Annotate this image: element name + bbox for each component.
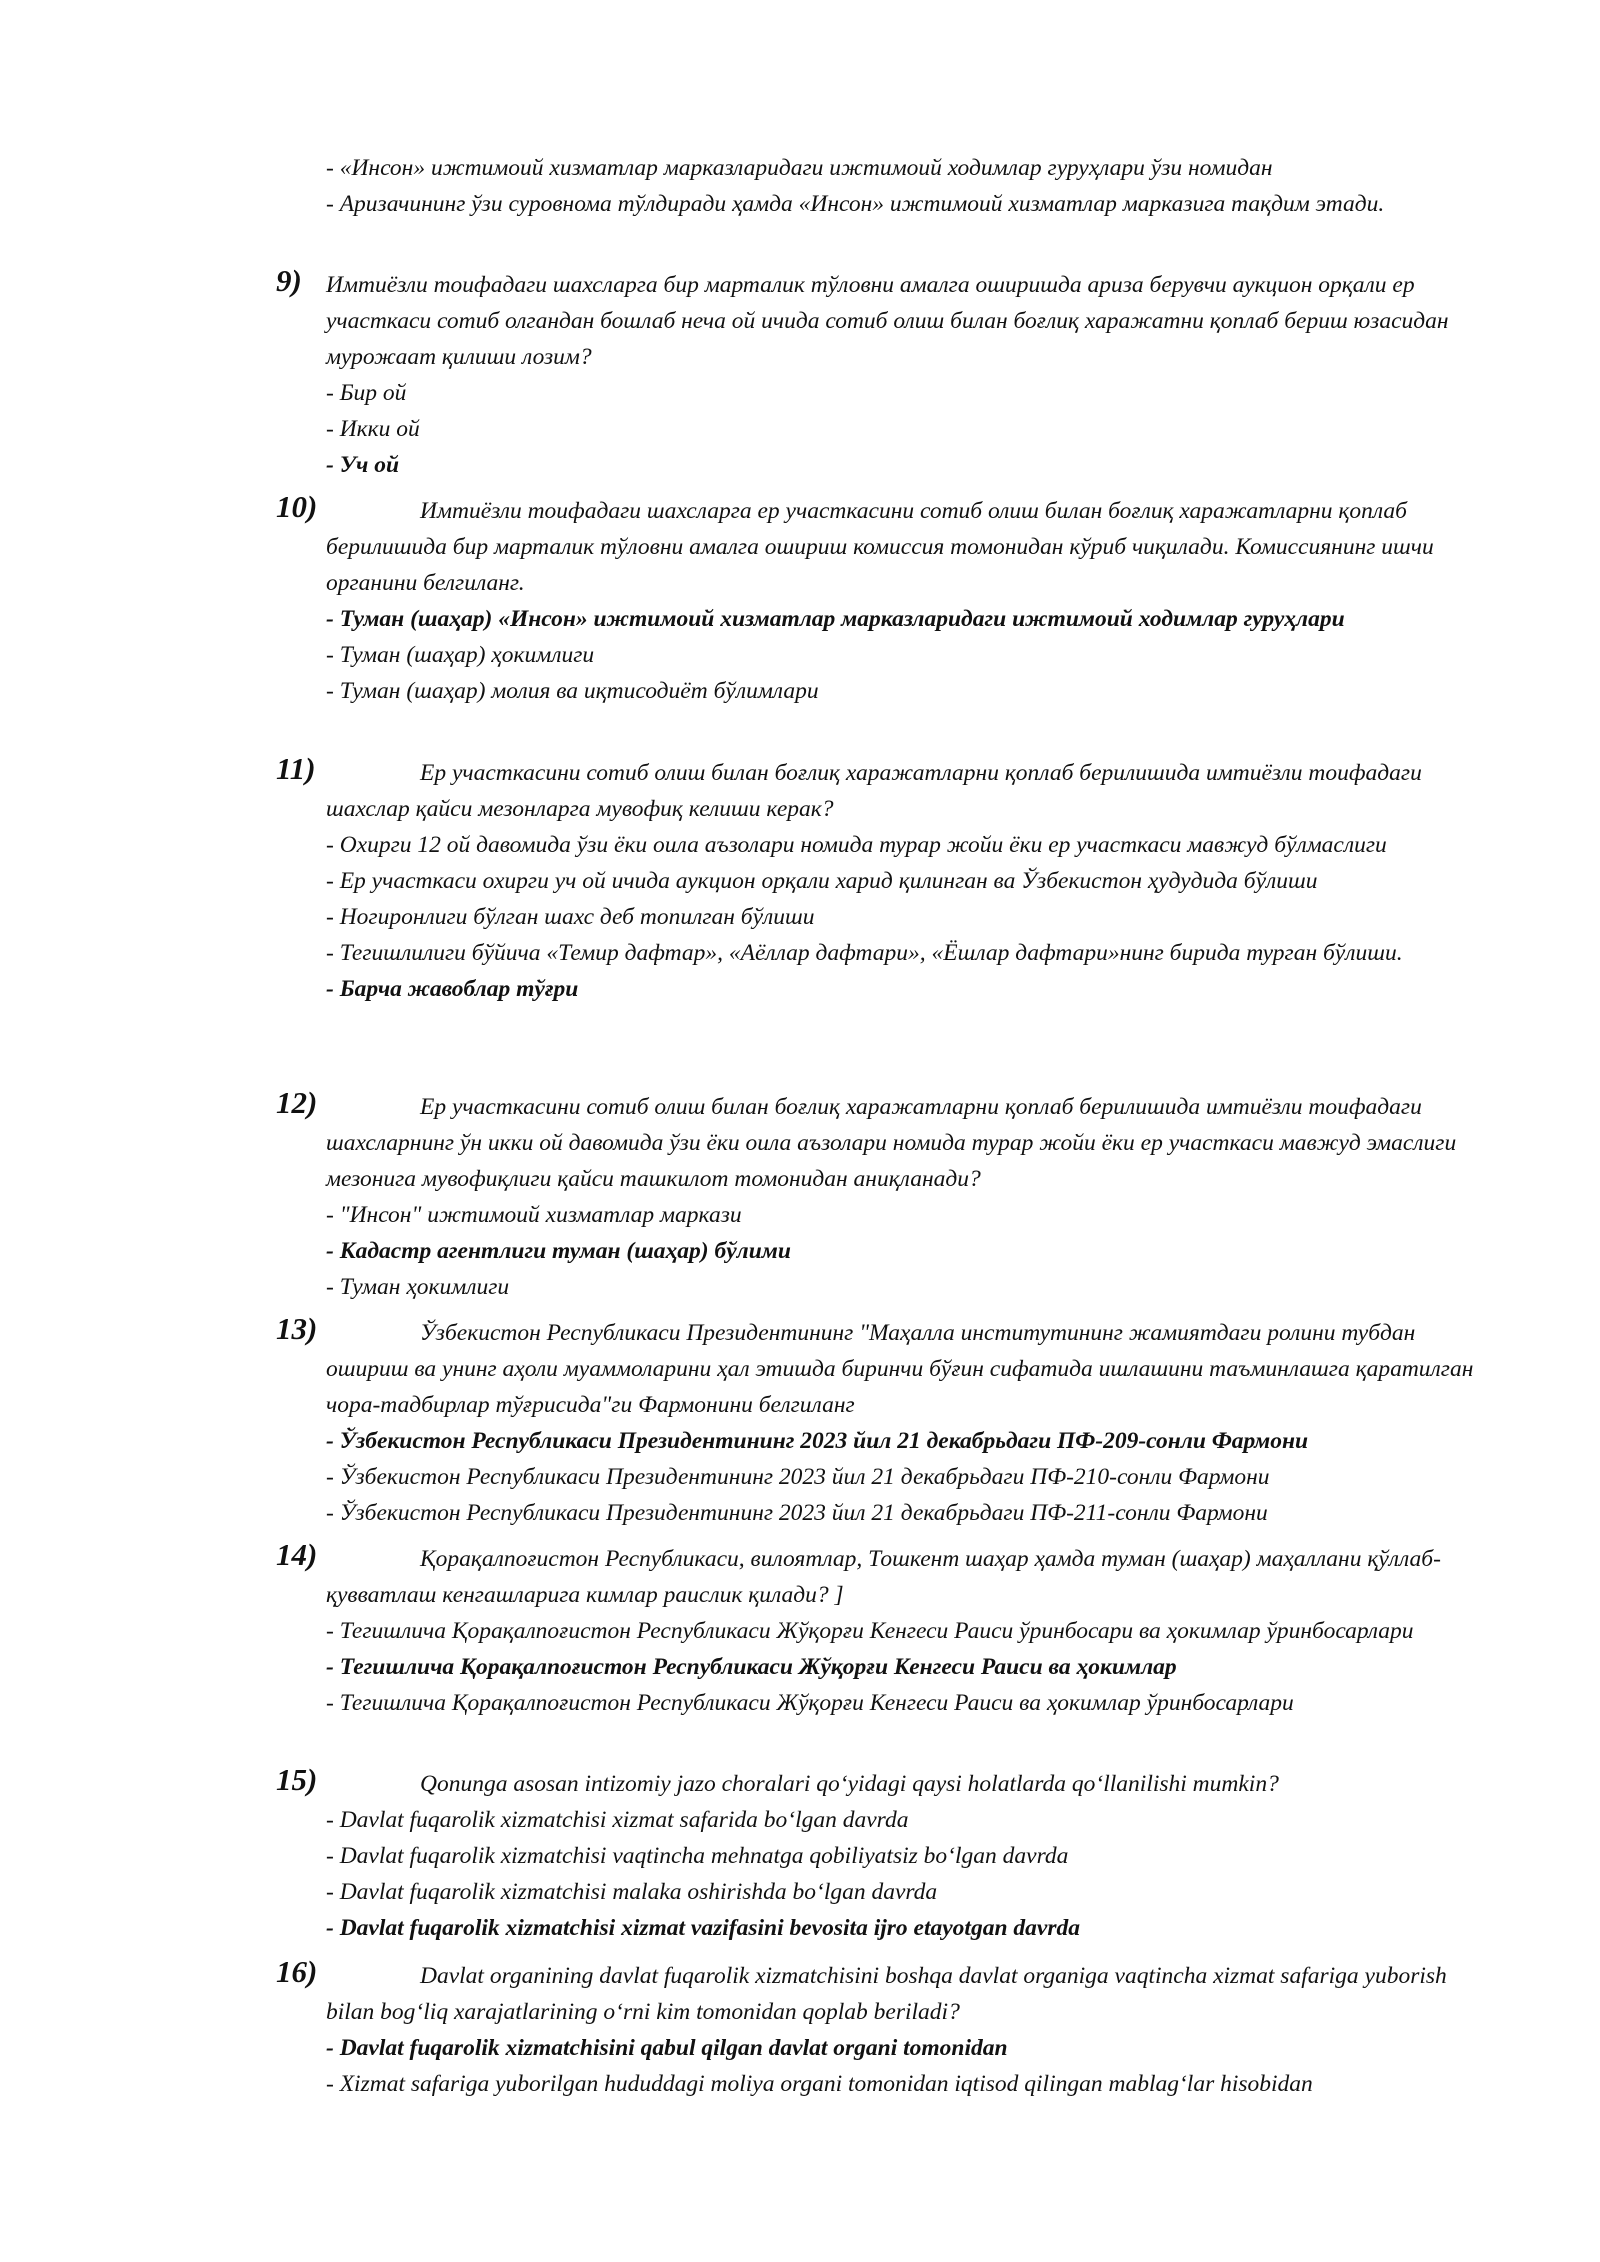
option-line: - Бир ой (326, 380, 407, 406)
option-line: - Davlat fuqarolik xizmatchisi malaka oshirishda boʻlgan davrda (326, 1879, 938, 1905)
question-body (326, 1958, 1498, 2102)
question-body (326, 755, 1498, 1007)
question-text: Qonunga asosan intizomiy jazo choralari qoʻyidagi qaysi holatlarda qoʻllanilishi mumkin? (420, 1771, 1279, 1797)
option-line: - Тегишлича Қорақалпоғистон Республикаси Жўқорғи Кенгеси Раиси ўринбосари ва ҳокимлар ўринбосарлари (326, 1618, 1414, 1644)
question-number: 11) (276, 751, 316, 786)
question-body (326, 1766, 1498, 1946)
option-line: - Davlat fuqarolik xizmatchisi xizmat safarida boʻlgan davrda (326, 1807, 909, 1833)
question-number: 9) (276, 263, 302, 298)
option-line: - Xizmat safariga yuborilgan hududdagi moliya organi tomonidan iqtisod qilingan mablagʻlar hisobidan (326, 2071, 1313, 2097)
question-body (326, 267, 1498, 483)
option-line: - "Инсон" ижтимоий хизматлар маркази (326, 1202, 742, 1228)
question-text: Имтиёзли тоифадаги шахсларга бир марталик тўловни амалга оширишда ариза берувчи аукцион орқали ер участкаси сотиб олгандан бошлаб неча ой ичида сотиб олиш билан боғлиқ харажатни қоплаб бериш юзасидан мурожаат қилиши лозим? (326, 272, 1449, 370)
question-10 (276, 489, 1498, 709)
question-16 (276, 1954, 1498, 2102)
option-line: - Ногиронлиги бўлган шахс деб топилган бўлиши (326, 904, 815, 930)
option-line: - Ўзбекистон Республикаси Президентининг 2023 йил 21 декабрьдаги ПФ-210-сонли Фармони (326, 1464, 1270, 1490)
question-text: Қорақалпоғистон Республикаси, вилоятлар, Тошкент шаҳар ҳамда туман (шаҳар) маҳаллани қўллаб-қувватлаш кенгашларига кимлар раислик қилади? ] (326, 1546, 1441, 1608)
question-number: 10) (276, 489, 318, 524)
question-15 (276, 1762, 1498, 1946)
option-line: - Ўзбекистон Республикаси Президентининг 2023 йил 21 декабрьдаги ПФ-211-сонли Фармони (326, 1500, 1268, 1526)
option-line: - Охирги 12 ой давомида ўзи ёки оила аъзолари номида турар жойи ёки ер участкаси мавжуд бўлмаслиги (326, 832, 1387, 858)
question-body (326, 1089, 1498, 1305)
option-line: - Ер участкаси охирги уч ой ичида аукцион орқали харид қилинган ва Ўзбекистон ҳудудида бўлиши (326, 868, 1318, 894)
question-text: Имтиёзли тоифадаги шахсларга ер участкасини сотиб олиш билан боғлиқ харажатларни қоплаб берилишида бир марталик тўловни амалга ошириш комиссия томонидан кўриб чиқилади. Комиссиянинг ишчи органини белгиланг. (326, 498, 1434, 596)
option-line: - Туман (шаҳар) молия ва иқтисодиёт бўлимлари (326, 678, 819, 704)
question-9 (276, 263, 1498, 483)
question-13 (276, 1311, 1498, 1531)
question-number: 13) (276, 1311, 318, 1346)
correct-option-line: - Ўзбекистон Республикаси Президентининг 2023 йил 21 декабрьдаги ПФ-209-сонли Фармони (326, 1428, 1309, 1454)
option-line: - Davlat fuqarolik xizmatchisi vaqtincha mehnatga qobiliyatsiz boʻlgan davrda (326, 1843, 1069, 1869)
correct-option-line: - Уч ой (326, 452, 400, 478)
intro-options (326, 150, 1486, 222)
question-text: Ер участкасини сотиб олиш билан боғлиқ харажатларни қоплаб берилишида имтиёзли тоифадаги шахслар қайси мезонларга мувофиқ келиши керак? (326, 760, 1422, 822)
option-line: - Тегишлилиги бўйича «Темир дафтар», «Аёллар дафтари», «Ёшлар дафтари»нинг бирида турган бўлиши. (326, 940, 1403, 966)
question-body (326, 1541, 1498, 1721)
option-line: - «Инсон» ижтимоий хизматлар марказларидаги ижтимоий ходимлар гуруҳлари ўзи номидан (326, 155, 1273, 181)
correct-option-line: - Тегишлича Қорақалпоғистон Республикаси Жўқорғи Кенгеси Раиси ва ҳокимлар (326, 1654, 1177, 1680)
correct-option-line: - Туман (шаҳар) «Инсон» ижтимоий хизматлар марказларидаги ижтимоий ходимлар гуруҳлари (326, 606, 1345, 632)
option-line: - Тегишлича Қорақалпоғистон Республикаси Жўқорғи Кенгеси Раиси ва ҳокимлар ўринбосарлари (326, 1690, 1294, 1716)
question-body (326, 493, 1498, 709)
question-text: Ер участкасини сотиб олиш билан боғлиқ харажатларни қоплаб берилишида имтиёзли тоифадаги шахсларнинг ўн икки ой давомида ўзи ёки оила аъзолари номида турар жойи ёки ер участкаси мавжуд эмаслиги мезонига мувофиқлиги қайси ташкилот томонидан аниқланади? (326, 1094, 1457, 1192)
option-line: - Аризачининг ўзи суровнома тўлдиради ҳамда «Инсон» ижтимоий хизматлар марказига тақдим этади. (326, 191, 1385, 217)
question-14 (276, 1537, 1498, 1721)
question-number: 15) (276, 1762, 318, 1797)
question-number: 16) (276, 1954, 318, 1989)
correct-option-line: - Барча жавоблар тўғри (326, 976, 579, 1002)
correct-option-line: - Davlat fuqarolik xizmatchisini qabul qilgan davlat organi tomonidan (326, 2035, 1008, 2061)
question-number: 14) (276, 1537, 318, 1572)
option-line: - Туман (шаҳар) ҳокимлиги (326, 642, 595, 668)
correct-option-line: - Кадастр агентлиги туман (шаҳар) бўлими (326, 1238, 791, 1264)
option-line: - Икки ой (326, 416, 420, 442)
option-line: - Туман ҳокимлиги (326, 1274, 510, 1300)
question-text: Ўзбекистон Республикаси Президентининг "Маҳалла институтининг жамиятдаги ролини тубдан ошириш ва унинг аҳоли муаммоларини ҳал этишда биринчи бўғин сифатида ишлашини таъминлашга қаратилган чора-тадбирлар тўғрисида"ги Фармонини белгиланг (326, 1320, 1474, 1418)
question-11 (276, 751, 1498, 1007)
question-12 (276, 1085, 1498, 1305)
question-number: 12) (276, 1085, 318, 1120)
question-text: Davlat organining davlat fuqarolik xizmatchisini boshqa davlat organiga vaqtincha xizmat safariga yuborish bilan bogʻliq xarajatlarining oʻrni kim tomonidan qoplab beriladi? (326, 1963, 1447, 2025)
correct-option-line: - Davlat fuqarolik xizmatchisi xizmat vazifasini bevosita ijro etayotgan davrda (326, 1915, 1080, 1941)
question-body (326, 1315, 1498, 1531)
